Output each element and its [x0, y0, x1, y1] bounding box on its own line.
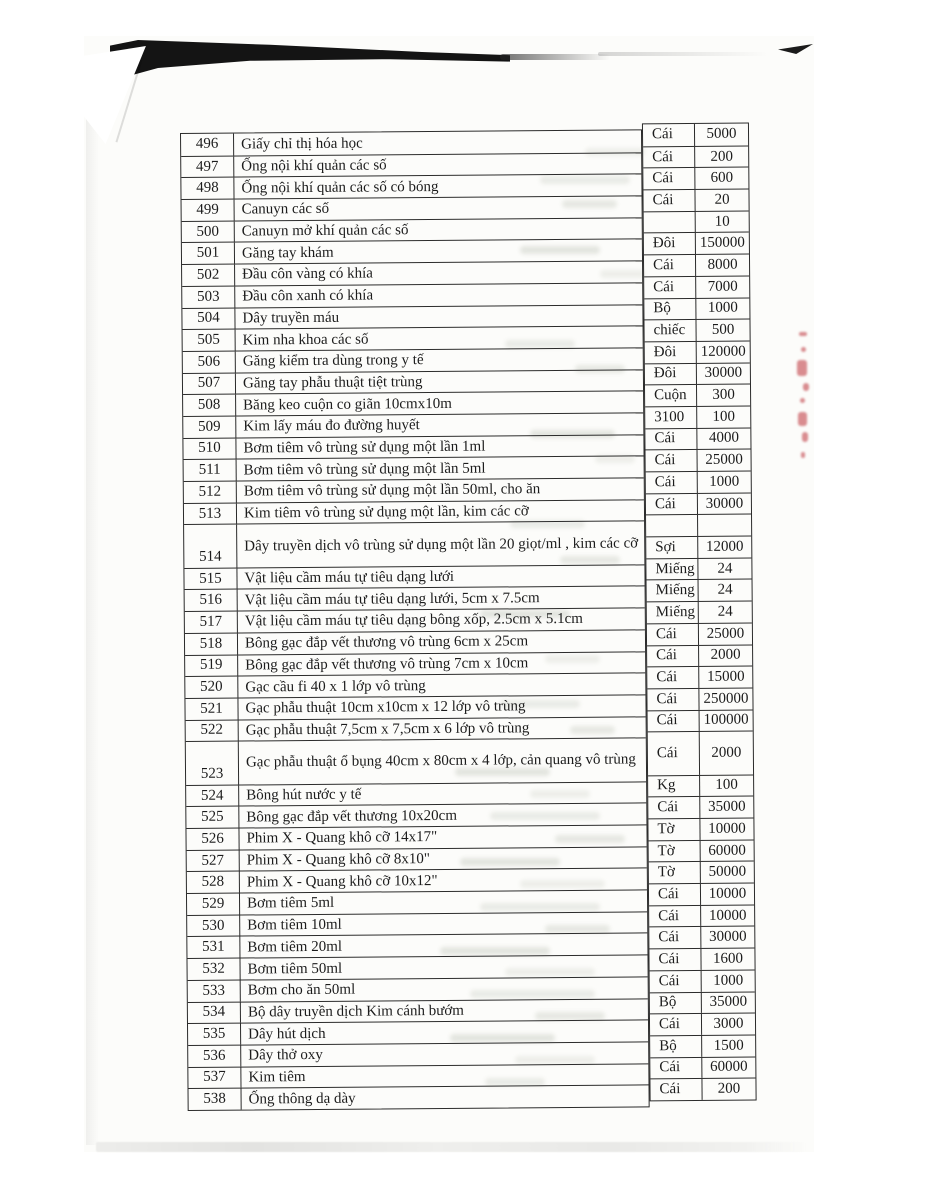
unit-value-cell	[644, 210, 749, 233]
row-description: Ống nội khí quản các số	[241, 157, 387, 175]
value-label: 200	[717, 1080, 741, 1097]
unit-label: Cái	[649, 906, 701, 927]
value-label: 50000	[708, 863, 747, 881]
value-label: 35000	[707, 798, 746, 816]
row-number: 528	[187, 872, 240, 893]
unit-value-cell	[645, 384, 750, 407]
unit-value-cell	[648, 774, 753, 797]
value-label: 25000	[706, 625, 745, 642]
value-label: 10000	[708, 885, 747, 902]
table-row	[183, 391, 643, 416]
row-description: Băng keo cuộn co giãn 10cmx10m	[243, 395, 452, 414]
page-bottom-edge	[96, 1142, 807, 1152]
table-row	[184, 456, 644, 481]
value-label: 24	[717, 581, 733, 599]
value-label: 1600	[712, 950, 744, 967]
row-description: Giấy chỉ thị hóa học	[241, 135, 363, 153]
row-description: Gạc phẫu thuật ổ bụng 40cm x 80cm x 4 lớp, cản quang vô trùng	[245, 751, 636, 771]
value-label: 120000	[700, 343, 746, 360]
table-row	[186, 716, 646, 741]
table-row	[183, 326, 643, 351]
value-label: 100	[715, 777, 738, 794]
table-row	[182, 195, 642, 220]
unit-value-cell	[650, 1078, 755, 1101]
unit-value-cell	[644, 254, 749, 277]
row-description: Bộ dây truyền dịch Kim cánh bướm	[247, 1002, 464, 1021]
unit-value-cell	[645, 362, 750, 385]
row-number: 498	[181, 178, 234, 199]
unit-value-cell	[650, 1013, 755, 1036]
row-description: Ống thông dạ dày	[248, 1090, 356, 1108]
table-row	[185, 694, 645, 719]
red-ink-mark	[800, 398, 805, 403]
red-ink-mark	[802, 432, 808, 442]
value-label: 12000	[705, 538, 744, 555]
unit-value-cell	[644, 297, 749, 320]
row-number: 521	[185, 698, 238, 719]
value-label: 1000	[713, 972, 744, 989]
unit-label: Cái	[649, 927, 701, 948]
value-label: 150000	[699, 234, 745, 252]
table-row	[184, 521, 644, 568]
unit-value-cell	[647, 644, 752, 667]
row-number: 525	[186, 807, 239, 828]
unit-value-cell	[643, 124, 748, 147]
value-label: 300	[712, 386, 735, 403]
row-number: 506	[183, 351, 236, 372]
unit-value-cell	[647, 601, 752, 624]
row-description: Bông gạc đắp vết thương 10x20cm	[246, 807, 458, 826]
row-description: Kim lấy máu đo đường huyết	[243, 417, 420, 435]
unit-label: Cái	[650, 1014, 702, 1035]
unit-label: Cái	[647, 689, 699, 710]
value-label	[698, 515, 751, 536]
row-description: Đầu côn xanh có khía	[242, 287, 374, 305]
row-description: Bơm tiêm 5ml	[246, 895, 335, 912]
row-number: 502	[182, 265, 235, 286]
unit-label: Đôi	[645, 364, 697, 385]
row-description: Dây truyền dịch vô trùng sử dụng một lần 20 giọt/ml , kim các cỡ	[244, 534, 639, 555]
unit-value-cell	[647, 687, 752, 710]
unit-value-cell	[646, 449, 751, 472]
table-row	[189, 1085, 649, 1110]
row-description: Phim X - Quang khô cỡ 14x17"	[246, 829, 438, 847]
table-row	[186, 824, 646, 849]
table-row	[183, 434, 643, 459]
table-row	[187, 846, 647, 871]
value-label: 200	[710, 148, 734, 165]
row-number: 511	[184, 460, 237, 481]
row-description: Dây hút dịch	[248, 1025, 326, 1043]
value-label: 2000	[711, 744, 742, 761]
row-number: 514	[184, 525, 237, 568]
unit-value-cell	[646, 557, 751, 580]
unit-label: Cái	[644, 277, 696, 298]
unit-label: Cái	[644, 255, 696, 276]
unit-label: Cái	[650, 1058, 702, 1079]
unit-label: Cuộn	[645, 385, 697, 406]
row-number: 529	[187, 894, 240, 915]
value-label: 100	[712, 408, 736, 425]
table-row	[185, 651, 645, 676]
row-number: 517	[185, 612, 238, 633]
table-row	[182, 304, 642, 329]
unit-label: Tờ	[649, 841, 701, 862]
supplies-table	[180, 125, 757, 1111]
unit-label: Cái	[643, 168, 695, 189]
table-row	[186, 803, 646, 828]
row-number: 524	[186, 785, 239, 806]
row-description: Ống nội khí quản các số có bóng	[241, 178, 439, 197]
value-label: 500	[711, 321, 735, 338]
unit-value-cell	[650, 969, 755, 992]
table-row	[181, 130, 641, 155]
unit-label: Sợi	[646, 537, 698, 558]
row-description: Gạc phẫu thuật 10cm x10cm x 12 lớp vô trùng	[245, 698, 526, 717]
table-row	[182, 261, 642, 286]
unit-label: Cái	[647, 624, 699, 645]
unit-label: Cái	[648, 732, 700, 775]
table-row	[184, 499, 644, 524]
row-description: Canuyn các số	[241, 201, 330, 218]
row-description: Canuyn mở khí quản các số	[241, 222, 409, 240]
unit-label: Cái	[643, 124, 695, 146]
row-number: 538	[189, 1089, 242, 1110]
red-ink-mark	[801, 347, 806, 352]
row-description: Đầu côn vàng có khía	[242, 265, 373, 283]
row-description: Bông gạc đắp vết thương vô trùng 7cm x 10cm	[245, 655, 529, 674]
row-number: 526	[186, 829, 239, 850]
row-number: 513	[184, 503, 237, 524]
unit-value-cell	[645, 427, 750, 450]
value-label: 250000	[703, 690, 749, 707]
value-label: 1500	[713, 1037, 744, 1054]
table-row	[186, 781, 646, 806]
unit-label: Kg	[648, 776, 700, 797]
unit-value-cell	[650, 1034, 755, 1057]
row-number: 505	[183, 330, 236, 351]
unit-value-cell	[646, 492, 751, 515]
row-number: 530	[187, 915, 240, 936]
row-description: Bơm cho ăn 50ml	[247, 981, 356, 999]
unit-label: Cái	[643, 190, 695, 211]
table-row	[188, 1063, 648, 1088]
row-number: 531	[187, 937, 240, 958]
row-number: 497	[181, 156, 234, 177]
value-label: 60000	[710, 1058, 748, 1076]
value-label: 30000	[709, 928, 747, 946]
red-ink-mark	[799, 332, 807, 336]
table-row	[187, 868, 647, 893]
row-description: Vật liệu cầm máu tự tiêu dạng bông xốp, 2.5cm x 5.1cm	[244, 611, 583, 630]
unit-label: Miếng	[647, 580, 699, 601]
scan-artifact-top-band-tail	[500, 54, 610, 60]
row-description: Bơm tiêm 20ml	[247, 938, 343, 956]
row-number: 527	[187, 850, 240, 871]
row-description: Dây thở oxy	[248, 1047, 323, 1064]
table-left	[180, 129, 650, 1111]
value-label: 3000	[713, 1015, 744, 1032]
value-label: 1000	[707, 299, 738, 317]
value-label: 8000	[707, 256, 738, 273]
unit-label	[644, 212, 696, 233]
row-description: Bơm tiêm vô trùng sử dụng một lần 1ml	[243, 438, 486, 457]
row-number: 518	[185, 633, 238, 654]
table-row	[183, 369, 643, 394]
unit-label	[646, 515, 698, 536]
unit-value-cell	[649, 926, 754, 949]
row-description: Kim tiêm vô trùng sử dụng một lần, kim các cỡ	[243, 503, 529, 522]
red-ink-mark	[803, 383, 809, 391]
table-row	[186, 738, 646, 785]
row-number: 534	[188, 1002, 241, 1023]
unit-value-cell	[650, 1056, 755, 1079]
value-label: 30000	[704, 364, 743, 382]
table-row	[187, 911, 647, 936]
unit-label: Cái	[649, 884, 701, 905]
unit-value-cell	[644, 319, 749, 342]
table-row	[187, 933, 647, 958]
red-ink-mark	[798, 412, 807, 426]
unit-value-cell	[648, 796, 753, 819]
unit-label: Cái	[648, 710, 700, 731]
unit-label: chiếc	[644, 320, 696, 341]
row-description: Bơm tiêm 10ml	[247, 916, 342, 934]
row-description: Kim tiêm	[248, 1068, 306, 1086]
table-row	[182, 282, 642, 307]
row-number: 523	[186, 742, 239, 785]
row-number: 512	[184, 482, 237, 503]
table-row	[187, 955, 647, 980]
unit-label: Đôi	[645, 342, 697, 363]
page-left-edge-shadow	[86, 62, 99, 1145]
unit-label: Cái	[646, 494, 698, 515]
row-number: 532	[187, 959, 240, 980]
unit-value-cell	[649, 904, 754, 927]
row-description: Kim nha khoa các số	[242, 331, 369, 349]
row-number: 507	[183, 373, 236, 394]
unit-value-cell	[649, 883, 754, 906]
value-label: 7000	[707, 278, 738, 295]
row-number: 519	[185, 655, 238, 676]
value-label: 30000	[705, 495, 744, 512]
value-label: 15000	[706, 668, 745, 685]
table-row	[185, 673, 645, 698]
red-ink-mark	[797, 360, 807, 376]
unit-label: Cái	[646, 472, 698, 493]
row-description: Bơm tiêm vô trùng sử dụng một lần 5ml	[243, 460, 486, 479]
unit-value-cell	[644, 232, 749, 255]
unit-value-cell	[643, 189, 748, 212]
row-number: 509	[183, 417, 236, 438]
unit-label: Bộ	[644, 298, 696, 319]
row-description: Bơm tiêm 50ml	[247, 960, 343, 977]
table-row	[188, 998, 648, 1023]
value-label: 24	[717, 603, 733, 620]
value-label: 24	[717, 560, 733, 577]
value-label: 4000	[708, 430, 739, 447]
table-row	[188, 1020, 648, 1045]
row-description: Gạc phẫu thuật 7,5cm x 7,5cm x 6 lớp vô trùng	[245, 720, 530, 739]
unit-label: Cái	[645, 429, 697, 450]
row-description: Bông hút nước y tế	[246, 786, 362, 804]
unit-label: Cái	[647, 667, 699, 688]
unit-value-cell	[647, 622, 752, 645]
row-number: 504	[182, 308, 235, 329]
row-description: Dây truyền máu	[242, 309, 340, 327]
row-number: 496	[181, 134, 234, 156]
unit-value-cell	[649, 839, 754, 862]
table-row	[181, 152, 641, 177]
row-number: 499	[182, 200, 235, 221]
row-description: Vật liệu cầm máu tự tiêu dạng lưới, 5cm x 7.5cm	[244, 589, 540, 609]
value-label: 10	[714, 213, 730, 230]
unit-label: Bộ	[650, 1036, 702, 1057]
table-row	[187, 889, 647, 914]
row-number: 522	[186, 720, 239, 741]
unit-value-cell	[643, 167, 748, 190]
unit-value-cell	[646, 536, 751, 559]
row-description: Phim X - Quang khô cỡ 8x10"	[246, 851, 430, 869]
row-number: 515	[184, 568, 237, 589]
table-row	[184, 477, 644, 502]
unit-label: Tờ	[648, 819, 700, 840]
unit-value-cell	[647, 666, 752, 689]
row-description: Phim X - Quang khô cỡ 10x12"	[246, 872, 438, 891]
unit-value-cell	[643, 145, 748, 168]
row-number: 500	[182, 221, 235, 242]
unit-value-cell	[647, 579, 752, 602]
unit-value-cell	[645, 340, 750, 363]
table-row	[185, 586, 645, 611]
value-label: 10000	[708, 907, 747, 924]
red-ink-mark	[801, 452, 805, 458]
unit-label: Cái	[650, 971, 702, 992]
table-row	[183, 347, 643, 372]
unit-value-cell	[645, 405, 750, 428]
value-label: 25000	[705, 451, 743, 469]
unit-value-cell	[644, 275, 749, 298]
table-row	[188, 1041, 648, 1066]
unit-value-cell	[648, 818, 753, 841]
value-label: 20	[714, 191, 730, 208]
table-row	[185, 629, 645, 654]
unit-value-cell	[650, 991, 755, 1014]
unit-value-cell	[649, 948, 754, 971]
unit-value-cell	[648, 731, 753, 775]
unit-value-cell	[648, 709, 753, 732]
unit-label: Cái	[643, 147, 695, 168]
unit-value-cell	[646, 471, 751, 494]
table-row	[183, 412, 643, 437]
value-label: 60000	[708, 842, 746, 859]
table-row	[182, 239, 642, 264]
row-description: Vật liệu cầm máu tự tiêu dạng lưới	[244, 568, 455, 587]
row-description: Bơm tiêm vô trùng sử dụng một lần 50ml, cho ăn	[243, 481, 541, 500]
unit-label: Bộ	[650, 992, 702, 1013]
value-label: 600	[710, 169, 734, 187]
table-row	[185, 608, 645, 633]
table-row	[182, 217, 642, 242]
row-description: Bông gạc đắp vết thương vô trùng 6cm x 25cm	[244, 633, 529, 652]
unit-value-cell	[646, 514, 751, 537]
row-number: 508	[183, 395, 236, 416]
row-number: 533	[188, 980, 241, 1001]
value-label: 10000	[708, 820, 746, 837]
row-number: 536	[188, 1045, 241, 1066]
unit-label: Cái	[649, 949, 701, 970]
row-number: 537	[188, 1067, 241, 1088]
scan-artifact-top-band-tail-faint	[598, 52, 768, 56]
unit-label: Cái	[648, 797, 700, 818]
row-number: 516	[185, 590, 238, 611]
row-description: Găng tay phẫu thuật tiệt trùng	[242, 374, 423, 392]
unit-label: Miếng	[647, 602, 699, 623]
unit-label: Đôi	[644, 233, 696, 254]
row-description: Găng tay khám	[241, 244, 334, 262]
row-description: Găng kiểm tra dùng trong y tế	[242, 352, 424, 370]
value-label: 2000	[710, 646, 741, 664]
value-label: 100000	[703, 711, 749, 729]
unit-label: 3100	[645, 407, 697, 428]
row-number: 503	[182, 286, 235, 307]
unit-label: Cái	[646, 450, 698, 471]
row-description: Gạc cầu fi 40 x 1 lớp vô trùng	[245, 677, 426, 696]
table-right	[642, 123, 757, 1102]
table-row	[181, 174, 641, 199]
table-row	[188, 976, 648, 1001]
table-row	[184, 564, 644, 589]
value-label: 1000	[709, 473, 740, 490]
unit-label: Tờ	[649, 862, 701, 883]
unit-label: Cái	[650, 1079, 702, 1100]
row-number: 501	[182, 243, 235, 264]
row-number: 520	[185, 677, 238, 698]
value-label: 35000	[709, 993, 748, 1011]
row-number: 535	[188, 1024, 241, 1045]
unit-value-cell	[649, 861, 754, 884]
row-number: 510	[183, 438, 236, 459]
unit-label: Miếng	[646, 559, 698, 580]
unit-label: Cái	[647, 645, 699, 666]
value-label: 5000	[706, 125, 737, 143]
